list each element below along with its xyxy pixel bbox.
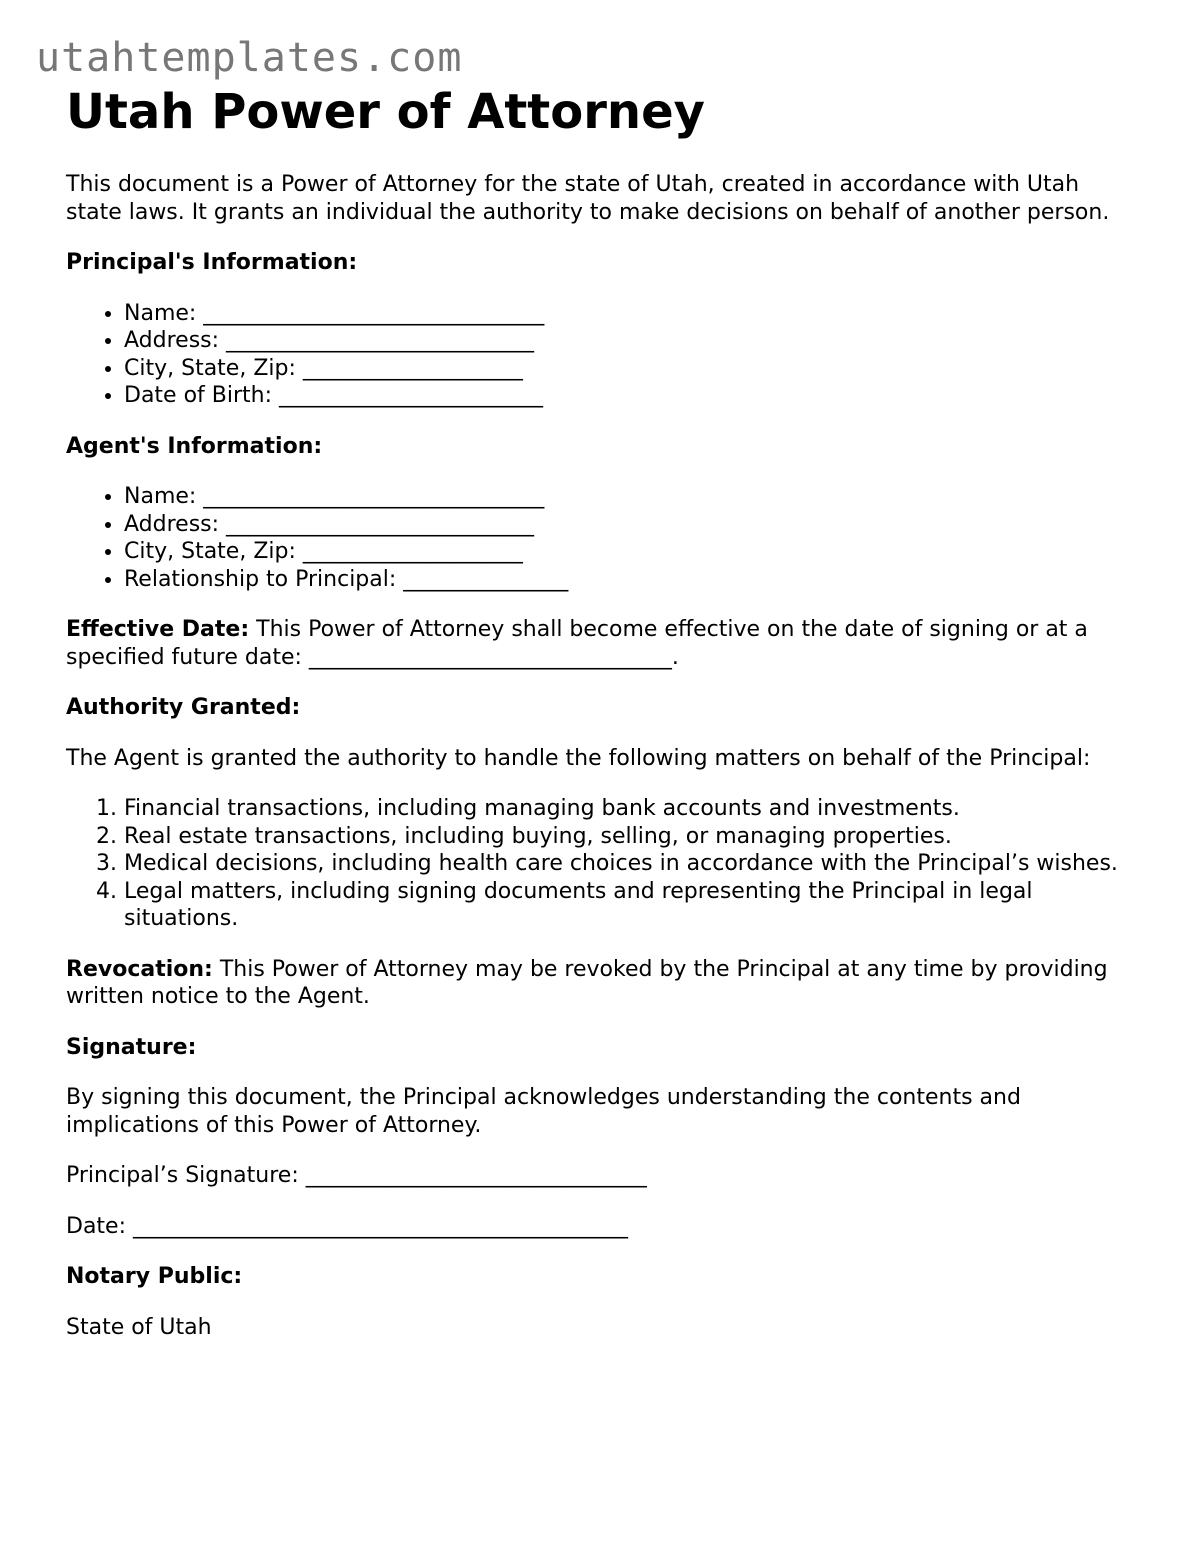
authority-item-financial: 1. Financial transactions, including managing bank accounts and investments. xyxy=(124,795,1136,823)
principal-signature-line: Principal’s Signature: _______________________________ xyxy=(66,1163,647,1188)
watermark: utahtemplates.com xyxy=(36,35,463,81)
effective-date-paragraph xyxy=(66,616,1136,671)
principal-name-field: • Name: _______________________________ xyxy=(124,300,1136,328)
revocation-text: This Power of Attorney may be revoked by the Principal at any time by providing written notice to the Agent. xyxy=(66,956,1108,1009)
principal-dob-field: • Date of Birth: ________________________ xyxy=(124,382,1136,410)
authority-heading: Authority Granted: xyxy=(66,695,301,720)
page-title: Utah Power of Attorney xyxy=(66,84,705,140)
authority-item-medical: 3. Medical decisions, including health care choices in accordance with the Principal’s wishes. xyxy=(124,850,1136,878)
agent-city-state-zip-field: • City, State, Zip: ____________________ xyxy=(124,538,1136,566)
document-page xyxy=(66,84,1136,1341)
notary-heading: Notary Public: xyxy=(66,1264,243,1289)
principal-info-list xyxy=(66,300,1136,410)
principal-city-state-zip-field: • City, State, Zip: ____________________ xyxy=(124,355,1136,383)
agent-name-field: • Name: _______________________________ xyxy=(124,483,1136,511)
authority-item-legal: 4. Legal matters, including signing documents and representing the Principal in legal situations. xyxy=(124,878,1136,933)
agent-info-heading: Agent's Information: xyxy=(66,433,323,459)
authority-intro: The Agent is granted the authority to handle the following matters on behalf of the Principal: xyxy=(66,745,1091,771)
intro-paragraph: This document is a Power of Attorney for the state of Utah, created in accordance with Utah state laws. It grants an individual the authority to make decisions on behalf of another person. xyxy=(66,172,1110,225)
authority-list xyxy=(66,795,1136,933)
revocation-label: Revocation: xyxy=(66,956,213,982)
notary-state: State of Utah xyxy=(66,1314,212,1340)
agent-address-field: • Address: ____________________________ xyxy=(124,511,1136,539)
signature-date-line: Date: _____________________________________________ xyxy=(66,1213,628,1239)
signature-heading: Signature: xyxy=(66,1034,197,1060)
agent-info-list xyxy=(66,483,1136,593)
signature-text: By signing this document, the Principal acknowledges understanding the contents and implications of this Power of Attorney. xyxy=(66,1085,1021,1138)
principal-info-heading: Principal's Information: xyxy=(66,250,358,275)
revocation-paragraph xyxy=(66,956,1136,1011)
agent-relationship-field: • Relationship to Principal: _______________ xyxy=(124,566,1136,594)
authority-item-real-estate: 2. Real estate transactions, including buying, selling, or managing properties. xyxy=(124,823,1136,851)
effective-date-text: This Power of Attorney shall become effective on the date of signing or at a specified future date: _________________________________. xyxy=(66,617,1088,670)
effective-date-label: Effective Date: xyxy=(66,617,250,642)
principal-address-field: • Address: ____________________________ xyxy=(124,327,1136,355)
